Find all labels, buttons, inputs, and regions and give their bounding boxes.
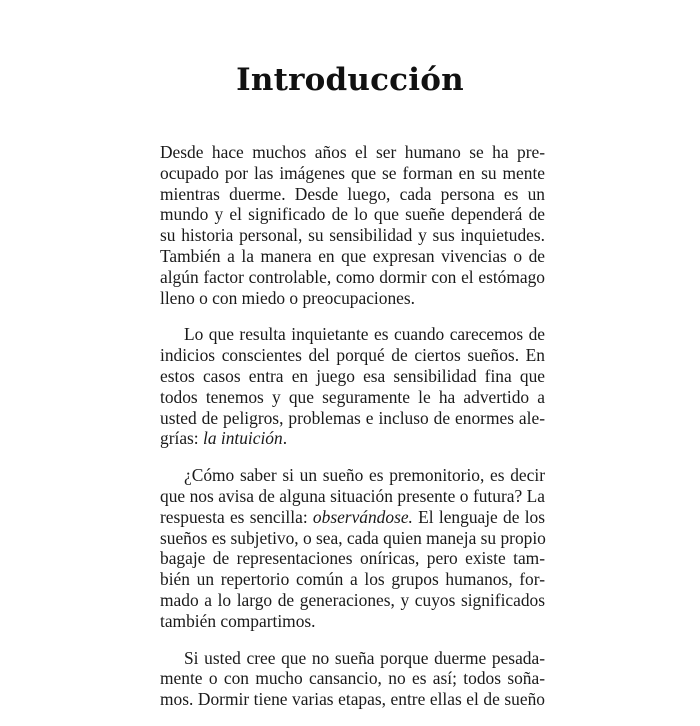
text-line: indicios conscientes del porqué de ciertos sueños. En xyxy=(160,345,545,366)
text-line: bién un repertorio común a los grupos humanos, for- xyxy=(160,569,545,590)
paragraph-3 xyxy=(160,465,545,631)
text-fragment: grías: xyxy=(160,428,203,449)
text-line: ¿Cómo saber si un sueño es premonitorio, es decir xyxy=(184,465,545,486)
paragraph-1 xyxy=(160,142,545,308)
text-line: lleno o con miedo o preocupaciones. xyxy=(160,287,415,308)
text-line: que nos avisa de alguna situación presente o futura? La xyxy=(160,485,545,506)
text-line: estos casos entra en juego esa sensibilidad fina que xyxy=(160,365,545,386)
text-line: Si usted cree que no sueña porque duerme pesada- xyxy=(184,647,545,668)
text-line: mente o con mucho cansancio, no es así; todos soña- xyxy=(160,668,545,689)
text-line: mundo y el significado de lo que sueñe dependerá de xyxy=(160,204,545,225)
body-text xyxy=(160,142,545,726)
text-fragment: El lenguaje de los xyxy=(412,506,545,527)
text-line: bagaje de representaciones oníricas, pero existe tam- xyxy=(160,548,545,569)
emphasis-text: observándose. xyxy=(312,506,413,527)
text-line: también compartimos. xyxy=(160,610,316,631)
paragraph-2 xyxy=(160,324,545,449)
text-line: mado a lo largo de generaciones, y cuyos significados xyxy=(160,589,545,610)
text-line: mos. Dormir tiene varias etapas, entre ellas el de sueño xyxy=(160,689,545,710)
text-line: algún factor controlable, como dormir con el estómago xyxy=(160,266,545,287)
text-line xyxy=(160,428,545,449)
text-line: También a la manera en que expresan vivencias o de xyxy=(160,245,545,266)
text-line: su historia personal, su sensibilidad y sus inquietudes. xyxy=(160,225,545,246)
text-line xyxy=(160,507,545,528)
text-line: Desde hace muchos años el ser humano se ha pre- xyxy=(160,142,545,162)
text-line: ocupado por las imágenes que se forman en su mente xyxy=(160,162,545,183)
text-line: usted de peligros, problemas e incluso de enormes ale- xyxy=(160,407,545,428)
text-line: sueños es subjetivo, o sea, cada quien maneja su propio xyxy=(160,527,546,548)
text-line: mientras duerme. Desde luego, cada persona es un xyxy=(160,183,545,204)
paragraph-4 xyxy=(160,648,545,710)
emphasis-text: la intuición xyxy=(202,428,283,449)
text-fragment: . xyxy=(282,428,288,449)
page-title: Introducción xyxy=(236,62,464,98)
text-fragment: respuesta es sencilla: xyxy=(160,506,313,527)
text-line: todos tenemos y que seguramente le ha advertido a xyxy=(160,386,545,407)
text-line: Lo que resulta inquietante es cuando carecemos de xyxy=(184,324,545,345)
